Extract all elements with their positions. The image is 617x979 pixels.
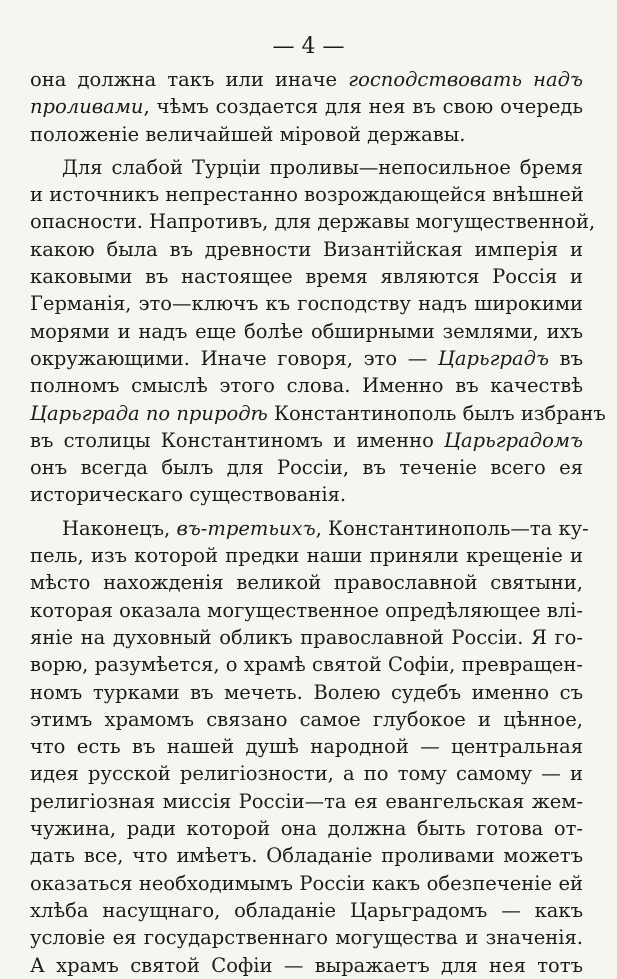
paragraph	[30, 154, 606, 509]
text-run: условіе ея государственнаго могущества и значенія.	[30, 926, 583, 950]
text-run: хлѣба насущнаго, обладаніе Царьградомъ — какъ	[30, 898, 583, 922]
text-line	[30, 924, 583, 951]
text-run: , чѣмъ создается для нея въ свою очередь	[143, 95, 583, 119]
italic-run: Царьградъ	[437, 346, 549, 370]
body-text	[30, 66, 606, 979]
text-run: яніе на духовный обликъ православной Россіи. Я го-	[30, 625, 583, 649]
text-line	[30, 542, 583, 569]
italic-run: въ-третьихъ	[176, 516, 316, 540]
text-run: положеніе величайшей міровой державы.	[30, 122, 466, 146]
text-run: она должна такъ или иначе	[30, 68, 349, 91]
text-run: дать все, что имѣетъ. Обладаніе проливами можетъ	[30, 844, 583, 868]
text-line	[30, 597, 583, 624]
text-line	[30, 788, 583, 815]
text-run: которая оказала могущественное опредѣляющее влі-	[30, 598, 583, 622]
text-line	[30, 427, 583, 454]
italic-run: проливами	[30, 95, 144, 119]
text-run: Для слабой Турціи проливы—непосильное бремя	[62, 155, 583, 179]
text-line	[30, 372, 583, 399]
text-run: Константинополь былъ избранъ	[267, 401, 606, 425]
text-line	[30, 181, 583, 208]
text-run: номъ турками въ мечеть. Волею судебъ именно съ	[30, 680, 583, 704]
text-line	[30, 815, 583, 842]
text-run: ворю, разумѣется, о храмѣ святой Софіи, превращен-	[30, 653, 583, 677]
text-run: идея русской религіозности, а по тому самому — и	[30, 762, 583, 786]
text-line	[30, 236, 583, 263]
text-line	[30, 651, 583, 678]
text-line	[30, 121, 583, 148]
text-line	[30, 66, 583, 93]
text-run: оказаться необходимымъ Россіи какъ обезпеченіе ей	[30, 871, 583, 895]
text-line	[30, 400, 606, 427]
paragraph	[30, 66, 583, 148]
text-line	[30, 318, 583, 345]
text-line	[30, 733, 583, 760]
text-line	[30, 870, 583, 897]
text-line	[30, 515, 589, 542]
text-run: историческаго существованія.	[30, 483, 347, 507]
italic-run: господствовать надъ	[348, 68, 583, 91]
text-line	[30, 842, 583, 869]
text-run: Наконецъ,	[62, 516, 177, 540]
text-run: мѣсто нахожденія великой православной святыни,	[30, 571, 583, 595]
text-line	[30, 679, 583, 706]
text-run: какою была въ древности Византійская имперія и	[30, 237, 583, 261]
text-line	[30, 897, 583, 924]
page-number: — 4 —	[272, 34, 345, 59]
text-line	[30, 154, 583, 181]
italic-run: Царьградомъ	[444, 428, 583, 452]
text-line	[30, 706, 583, 733]
text-run: окружающими. Иначе говоря, это —	[30, 346, 438, 370]
text-run: морями и надъ еще болѣе обширными землями, ихъ	[30, 319, 583, 343]
text-run: полномъ смыслѣ этого слова. Именно въ качествѣ	[30, 374, 583, 398]
text-run: опасности. Напротивъ, для державы могущественной,	[30, 210, 596, 234]
text-run: пель, изъ которой предки наши приняли крещеніе и	[30, 544, 583, 568]
paragraph	[30, 515, 589, 979]
text-run: Германія, это—ключъ къ господству надъ широкими	[30, 292, 583, 316]
text-line	[30, 481, 583, 508]
italic-run: Царьграда по природѣ	[30, 401, 268, 425]
text-line	[30, 569, 583, 596]
text-line	[30, 345, 583, 372]
text-run: и источникъ непрестанно возрождающейся внѣшней	[30, 183, 584, 207]
text-line	[30, 454, 583, 481]
text-run: онъ всегда былъ для Россіи, въ теченіе всего ея	[30, 456, 583, 480]
text-line	[30, 952, 583, 979]
text-line	[30, 760, 583, 787]
text-run: чужина, ради которой она должна быть готова от-	[30, 817, 583, 841]
text-run: этимъ храмомъ связано самое глубокое и цѣнное,	[30, 707, 583, 731]
text-run: что есть въ нашей душѣ народной — центральная	[30, 735, 583, 759]
text-line	[30, 290, 583, 317]
text-line	[30, 624, 583, 651]
text-line	[30, 263, 583, 290]
text-run: А храмъ святой Софіи — выражаетъ для нея тотъ	[30, 953, 583, 977]
text-run: , Константинополь—та ку-	[315, 516, 589, 540]
text-run: каковыми въ настоящее время являются Россія и	[30, 265, 583, 289]
text-line	[30, 93, 583, 120]
text-line	[30, 208, 596, 235]
text-run: въ	[548, 346, 583, 370]
text-run: въ столицы Константиномъ и именно	[30, 428, 445, 452]
text-run: религіозная миссія Россіи—та ея евангельская жем-	[30, 789, 583, 813]
